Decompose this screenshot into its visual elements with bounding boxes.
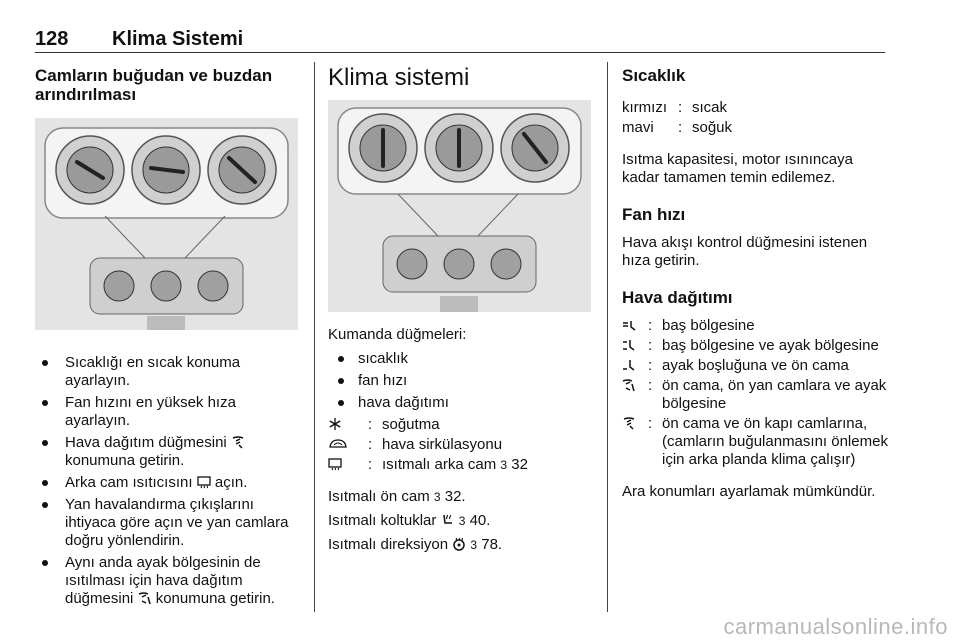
windscreen-airflow-icon: [622, 416, 636, 430]
list-item: Fan hızını en yüksek hıza ayarlayın.: [35, 394, 300, 430]
distribution-list: [622, 317, 892, 469]
temperature-title: Sıcaklık: [622, 66, 686, 85]
closing-note: Ara konumları ayarlamak mümkündür.: [622, 483, 876, 500]
page-number: 128: [35, 28, 69, 50]
ref-heated-windscreen: Isıtmalı ön cam 3 32.: [328, 488, 466, 505]
controls-intro: Kumanda düğmeleri:: [328, 326, 467, 343]
footwell-airflow-icon: [622, 358, 636, 372]
snowflake-icon: [328, 417, 342, 431]
list-item: : baş bölgesine ve ayak bölgesine: [622, 337, 892, 355]
list-item: : ısıtmalı arka cam 3 32: [328, 456, 593, 474]
list-item: Arka cam ısıtıcısını açın.: [35, 474, 300, 492]
list-item: mavi : soğuk: [622, 119, 733, 136]
list-item: Aynı anda ayak bölgesinin de ısıtılması için hava dağıtım düğmesini konumuna getirin.: [35, 554, 300, 608]
windscreen-footwell-airflow-icon: [622, 378, 636, 392]
column-defrost: [35, 62, 300, 612]
column-climate: [328, 62, 593, 554]
list-item: Sıcaklığı en sıcak konuma ayarlayın.: [35, 354, 300, 390]
list-item: : ön cama, ön yan camlara ve ayak bölgesine: [622, 377, 892, 413]
temperature-list: [622, 99, 892, 137]
climate-title: Klima sistemi: [328, 64, 470, 91]
list-item: sıcaklık: [328, 350, 593, 368]
recirculation-icon: [328, 437, 348, 451]
ref-heated-seats: Isıtmalı koltuklar 3 40.: [328, 512, 491, 529]
list-item: kırmızı : sıcak: [622, 99, 728, 116]
chapter-title: Klima Sistemi: [112, 28, 244, 50]
list-item: : ön cama ve ön kapı camlarına, (camların buğulanmasını önlemek için arka planda klima çalışır): [622, 415, 892, 469]
climate-panel-illustration-1: [35, 118, 298, 330]
column-divider-1: [314, 62, 315, 612]
temperature-note: Isıtma kapasitesi, motor ısınıncaya kadar tamamen temin edilemez.: [622, 151, 853, 186]
symbol-list: [328, 416, 593, 474]
list-item: : soğutma: [328, 416, 593, 434]
distribution-title: Hava dağıtımı: [622, 288, 733, 307]
climate-panel-illustration-2: [328, 100, 591, 312]
list-item: : hava sirkülasyonu: [328, 436, 593, 454]
list-item: Yan havalandırma çıkışlarını ihtiyaca göre açın ve yan camlara doğru yönlendirin.: [35, 496, 300, 550]
column-settings: [622, 62, 892, 501]
heated-steering-wheel-icon: [452, 537, 466, 551]
head-footwell-airflow-icon: [622, 338, 636, 352]
header-rule: [35, 52, 885, 53]
rear-window-heater-icon: [328, 457, 342, 471]
list-item: Hava dağıtım düğmesini konumuna getirin.: [35, 434, 300, 470]
list-item: fan hızı: [328, 372, 593, 390]
windscreen-footwell-airflow-icon: [138, 591, 152, 605]
defrost-steps: [35, 354, 300, 608]
list-item: hava dağıtımı: [328, 394, 593, 412]
windscreen-airflow-icon: [231, 435, 245, 449]
head-airflow-icon: [622, 318, 636, 332]
fan-text: Hava akışı kontrol düğmesini istenen hıza getirin.: [622, 234, 868, 269]
list-item: : ayak boşluğuna ve ön cama: [622, 357, 892, 375]
watermark: carmanualsonline.info: [723, 614, 948, 639]
ref-heated-steering: Isıtmalı direksiyon 3 78.: [328, 536, 503, 553]
controls-list: [328, 350, 593, 412]
list-item: : baş bölgesine: [622, 317, 892, 335]
heated-seat-icon: [441, 513, 455, 527]
fan-title: Fan hızı: [622, 205, 686, 224]
column-divider-2: [607, 62, 608, 612]
rear-window-heater-icon: [197, 475, 211, 489]
defrost-title: Camların buğudan ve buzdan arındırılması: [35, 66, 273, 104]
